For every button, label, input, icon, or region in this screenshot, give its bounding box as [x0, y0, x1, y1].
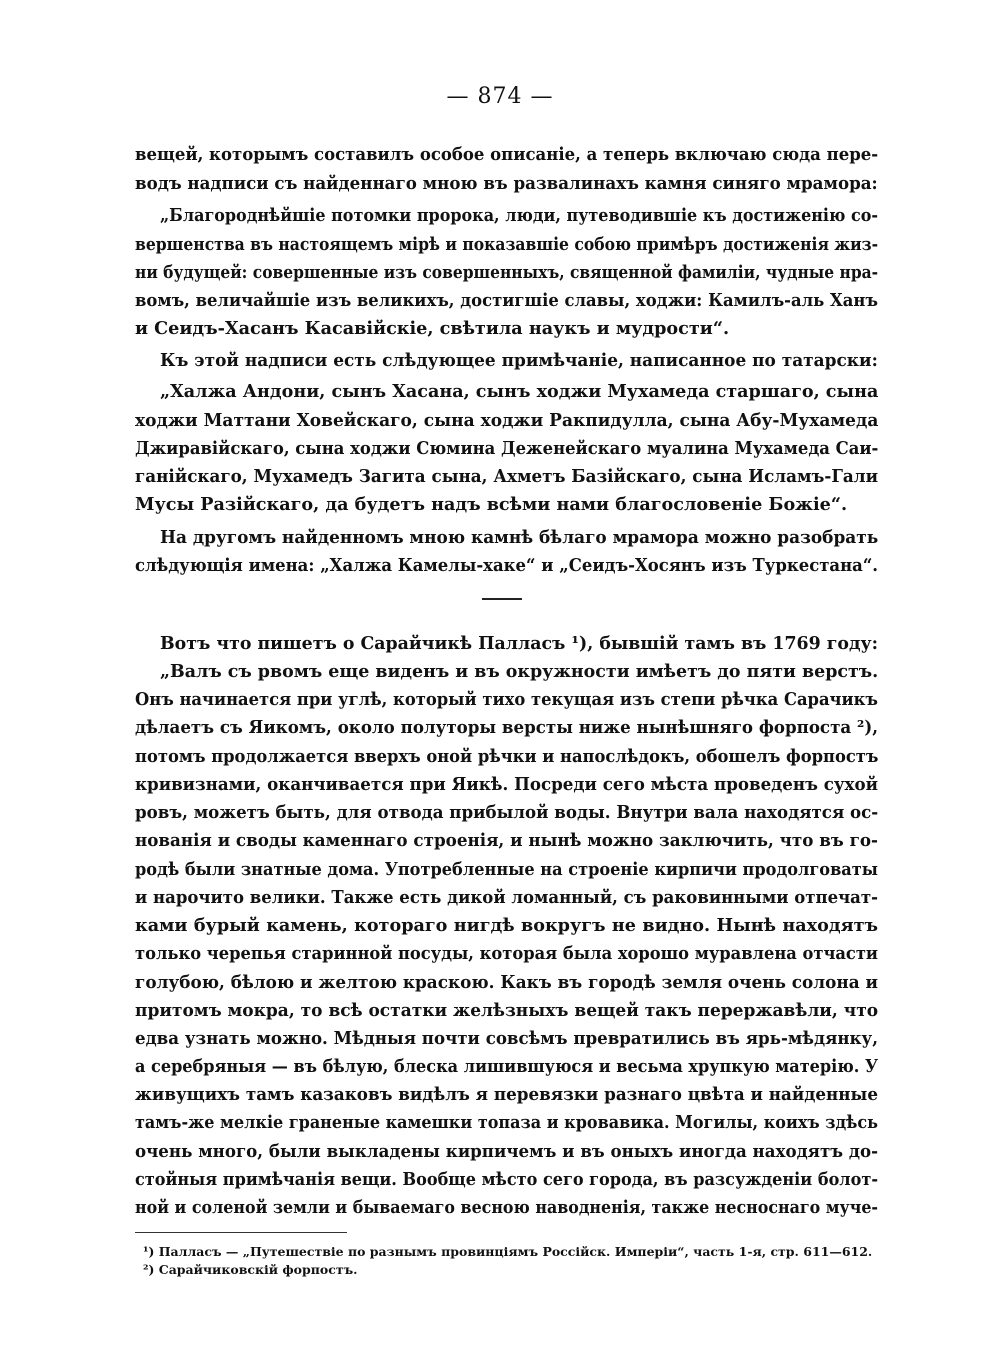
text-line: ной и соленой земли и бываемаго весною наводненія, также несноснаго муче-	[135, 1197, 879, 1218]
footnote-marker: ¹)	[143, 1244, 155, 1259]
text-line: вершенства въ настоящемъ мірѣ и показавшіе собою примѣръ достиженія жиз-	[135, 234, 879, 255]
text-line: очень много, были выкладены кирпичемъ и въ оныхъ иногда находятъ до-	[135, 1141, 879, 1162]
text-line: ганійскаго, Мухамедъ Загита сына, Ахметъ Базійскаго, сына Исламъ-Гали	[135, 466, 879, 487]
text-line: едва узнать можно. Мѣдныя почти совсѣмъ превратились въ ярь-мѣдянку,	[135, 1028, 879, 1049]
text-line: а серебряныя — въ бѣлую, блеска лишившуюся и весьма хрупкую матерію. У	[135, 1056, 879, 1077]
text-line: На другомъ найденномъ мною камнѣ бѣлаго мрамора можно разобрать	[160, 527, 879, 548]
text-line: родѣ были знатные дома. Употребленные на строеніе кирпичи продолговаты	[135, 859, 878, 880]
text-line: ходжи Маттани Ховейскаго, сына ходжи Ракпидулла, сына Абу-Мухамеда	[135, 410, 879, 431]
text-line: и Сеидъ-Хасанъ Касавійскіе, свѣтила наукъ и мудрости“.	[135, 318, 730, 339]
text-line: „Халжа Андони, сынъ Хасана, сынъ ходжи Мухамеда старшаго, сына	[160, 381, 879, 402]
text-line: кривизнами, оканчивается при Яикѣ. Посреди сего мѣста проведенъ сухой	[135, 774, 878, 795]
text-line: Вотъ что пишетъ о Сарайчикѣ Палласъ ¹), бывшій тамъ въ 1769 году:	[160, 633, 879, 654]
footnote-text: Палласъ — „Путешествіе по разнымъ провинціямъ Россійск. Имперіи“, часть 1-я, стр. 611—612.	[158, 1244, 873, 1259]
text-line: ровъ, можетъ быть, для отвода прибылой воды. Внутри вала находятся ос-	[135, 802, 879, 823]
text-line: притомъ мокра, то всѣ остатки желѣзныхъ вещей такъ перержавѣли, что	[135, 1000, 879, 1021]
text-line: голубою, бѣлою и желтою краскою. Какъ въ городѣ земля очень солона и	[135, 972, 879, 993]
text-line: только черепья старинной посуды, которая была хорошо муравлена отчасти	[135, 943, 879, 964]
text-line: нованія и своды каменнаго строенія, и нынѣ можно заключить, что въ го-	[135, 830, 878, 851]
text-line: живущихъ тамъ казаковъ видѣлъ я перевязки разнаго цвѣта и найденные	[135, 1084, 878, 1105]
text-line: „Благороднѣйшіе потомки пророка, люди, путеводившіе къ достиженію со-	[160, 205, 878, 226]
footnote-2	[143, 1262, 358, 1278]
text-line: потомъ продолжается вверхъ оной рѣчки и напослѣдокъ, обошелъ форпостъ	[135, 746, 879, 767]
text-line: „Валъ съ рвомъ еще виденъ и въ окружности имѣетъ до пяти верстъ.	[160, 661, 879, 682]
text-line: Онъ начинается при углѣ, который тихо текущая изъ степи рѣчка Сарачикъ	[135, 689, 878, 710]
text-line: водъ надписи съ найденнаго мною въ развалинахъ камня синяго мрамора:	[135, 173, 878, 194]
text-line: дѣлаетъ съ Яикомъ, около полуторы версты ниже нынѣшняго форпоста ²),	[135, 717, 879, 738]
text-line: Джиравійскаго, сына ходжи Сюмина Деженейскаго муалина Мухамеда Саи-	[135, 438, 879, 459]
text-line: тамъ-же мелкіе граненые камешки топаза и кровавика. Могилы, коихъ здѣсь	[135, 1112, 878, 1133]
text-line: ни будущей: совершенные изъ совершенныхъ, священной фамиліи, чудные нра-	[135, 262, 879, 283]
text-line: слѣдующія имена: „Халжа Камелы-хаке“ и „Сеидъ-Хосянъ изъ Туркестана“.	[135, 555, 879, 576]
footnote-1	[143, 1244, 872, 1260]
footnote-marker: ²)	[143, 1262, 155, 1277]
text-line: стойныя примѣчанія вещи. Вообще мѣсто сего города, въ разсужденіи болот-	[135, 1169, 879, 1190]
footnote-text: Сарайчиковскій форпостъ.	[158, 1262, 358, 1277]
section-divider	[482, 598, 522, 600]
text-line: вомъ, величайшіе изъ великихъ, достигшіе славы, ходжи: Камилъ-аль Ханъ	[135, 290, 878, 311]
text-line: Къ этой надписи есть слѣдующее примѣчаніе, написанное по татарски:	[160, 350, 878, 371]
text-line: ками бурый камень, котораго нигдѣ вокругъ не видно. Нынѣ находятъ	[135, 915, 878, 936]
text-line: Мусы Разійскаго, да будетъ надъ всѣми нами благословеніе Божіе“.	[135, 494, 848, 515]
text-line: вещей, которымъ составилъ особое описаніе, а теперь включаю сюда пере-	[135, 144, 879, 165]
footnote-rule	[135, 1232, 347, 1233]
page-number: — 874 —	[446, 84, 554, 109]
text-line: и нарочито велики. Также есть дикой ломанный, съ раковинными отпечат-	[135, 887, 878, 908]
